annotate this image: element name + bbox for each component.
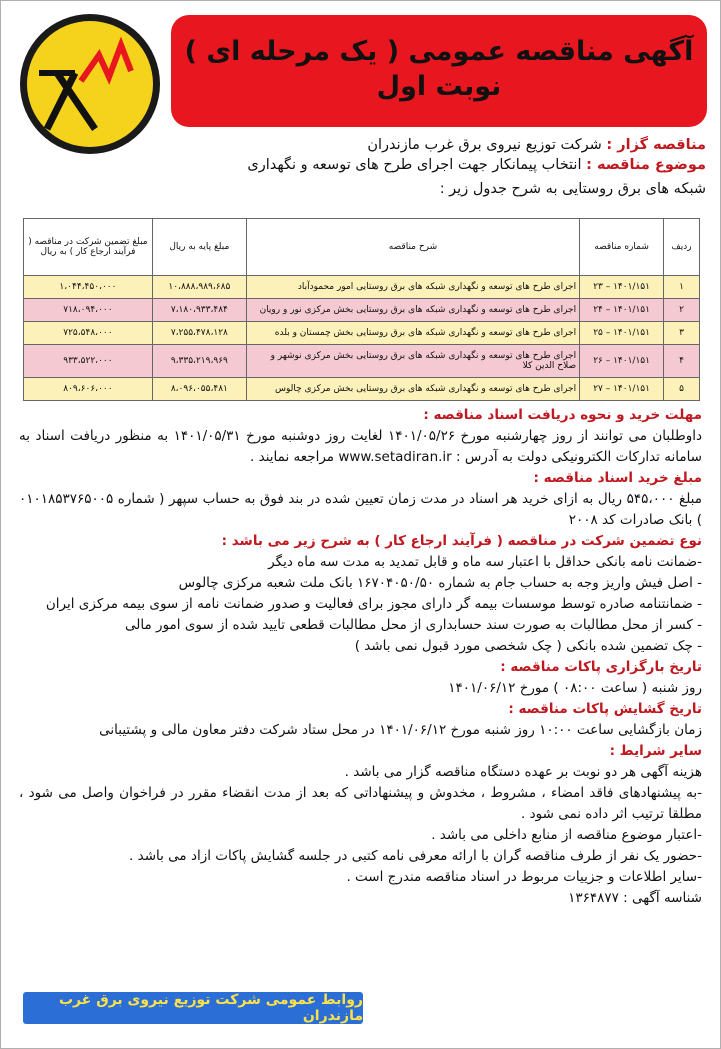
list-item: -اعتبار موضوع مناقصه از منابع داخلی می باشد . bbox=[431, 827, 702, 843]
purchase-deadline-text bbox=[19, 426, 702, 468]
public-relations-footer: روابط عمومی شرکت توزیع نیروی برق غرب مازندران bbox=[23, 992, 363, 1024]
setad-url-link[interactable]: www.setadiran.ir bbox=[338, 449, 452, 465]
cell-guarantee: ۷۲۵،۵۴۸،۰۰۰ bbox=[24, 322, 153, 345]
cell-base: ۷،۱۸۰،۹۳۳،۴۸۴ bbox=[152, 299, 246, 322]
notice-title: آگهی مناقصه عمومی ( یک مرحله ای ) bbox=[184, 36, 694, 67]
table-row bbox=[24, 345, 700, 378]
purchase-deadline-body: داوطلبان می توانند از روز چهارشنبه مورخ ۱۴۰۱/۰۵/۲۶ لغایت روز دوشنبه مورخ ۱۴۰۱/۰۵/۳۱ به منظور دریافت اسناد به سامانه تدارکات الکترونیکی دولت به آدرس : bbox=[19, 428, 702, 465]
organizer-value: شرکت توزیع نیروی برق غرب مازندران bbox=[367, 137, 602, 153]
guarantee-type-heading: نوع تضمین شرکت در مناقصه ( فرآیند ارجاع کار ) به شرح زیر می باشد : bbox=[221, 533, 702, 549]
list-item: - چک تضمین شده بانکی ( چک شخصی مورد قبول نمی باشد ) bbox=[354, 638, 702, 654]
ad-id bbox=[19, 888, 702, 909]
cell-row: ۲ bbox=[664, 299, 700, 322]
cell-desc: اجرای طرح های توسعه و نگهداری شبکه های برق روستایی امور محمودآباد bbox=[246, 276, 579, 299]
table-row bbox=[24, 378, 700, 401]
organizer-label: مناقصه گزار : bbox=[606, 137, 706, 153]
cell-number: ۱۴۰۱/۱۵۱ – ۲۷ bbox=[580, 378, 664, 401]
list-item: -سایر اطلاعات و جزییات مربوط در اسناد مناقصه مندرج است . bbox=[346, 869, 702, 885]
cell-base: ۹،۳۳۵،۲۱۹،۹۶۹ bbox=[152, 345, 246, 378]
cell-row: ۱ bbox=[664, 276, 700, 299]
cell-desc: اجرای طرح های توسعه و نگهداری شبکه های برق روستایی بخش مرکزی نور و رویان bbox=[246, 299, 579, 322]
tender-table bbox=[23, 218, 700, 401]
notice-banner bbox=[171, 15, 707, 127]
document-price-text: مبلغ ۵۴۵،۰۰۰ ریال به ازای خرید هر اسناد در مدت زمان تعیین شده در بند فوق به حساب سپهر ( شماره ۰۱۰۱۸۵۳۷۶۵۰۰۵ ) بانک صادرات کد ۲۰۰۸ bbox=[19, 491, 702, 528]
opening-date-text: زمان بازگشایی ساعت ۱۰:۰۰ روز شنبه مورخ ۱۴۰۱/۰۶/۱۲ در محل ستاد شرکت دفتر معاون مالی و پشتیبانی bbox=[99, 722, 702, 738]
document-price-heading: مبلغ خرید اسناد مناقصه : bbox=[533, 470, 702, 486]
col-number: شماره مناقصه bbox=[580, 219, 664, 276]
list-item: -به پیشنهادهای فاقد امضاء ، مشروط ، مخدوش و پیشنهاداتی که بعد از مدت انقضاء مقرر در فراخوان واصل می شود ، مطلقا ترتیب اثر داده نمی شود . bbox=[19, 785, 702, 822]
cell-number: ۱۴۰۱/۱۵۱ – ۲۵ bbox=[580, 322, 664, 345]
cell-guarantee: ۸۰۹،۶۰۶،۰۰۰ bbox=[24, 378, 153, 401]
cell-row: ۳ bbox=[664, 322, 700, 345]
notice-body bbox=[19, 405, 702, 909]
cell-row: ۴ bbox=[664, 345, 700, 378]
col-row: ردیف bbox=[664, 219, 700, 276]
cell-guarantee: ۹۳۳،۵۲۲،۰۰۰ bbox=[24, 345, 153, 378]
ad-id-value: ۱۳۶۴۸۷۷ bbox=[568, 890, 619, 906]
table-row bbox=[24, 299, 700, 322]
cell-base: ۱۰،۸۸۸،۹۸۹،۶۸۵ bbox=[152, 276, 246, 299]
list-item: هزینه آگهی هر دو نوبت بر عهده دستگاه مناقصه گزار می باشد . bbox=[344, 764, 702, 780]
opening-date-heading: تاریخ گشایش پاکات مناقصه : bbox=[508, 701, 702, 717]
ad-id-label: شناسه آگهی : bbox=[623, 890, 702, 906]
cell-number: ۱۴۰۱/۱۵۱ – ۲۶ bbox=[580, 345, 664, 378]
cell-row: ۵ bbox=[664, 378, 700, 401]
cell-base: ۸،۰۹۶،۰۵۵،۴۸۱ bbox=[152, 378, 246, 401]
upload-date-text: روز شنبه ( ساعت ۰۸:۰۰ ) مورخ ۱۴۰۱/۰۶/۱۲ bbox=[448, 680, 702, 696]
cell-base: ۷،۲۵۵،۴۷۸،۱۲۸ bbox=[152, 322, 246, 345]
cell-guarantee: ۷۱۸،۰۹۴،۰۰۰ bbox=[24, 299, 153, 322]
cell-number: ۱۴۰۱/۱۵۱ – ۲۳ bbox=[580, 276, 664, 299]
purchase-deadline-heading: مهلت خرید و نحوه دریافت اسناد مناقصه : bbox=[423, 407, 702, 423]
cell-guarantee: ۱،۰۴۴،۴۵۰،۰۰۰ bbox=[24, 276, 153, 299]
subject-label: موضوع مناقصه : bbox=[586, 157, 706, 173]
col-base: مبلغ پایه به ریال bbox=[152, 219, 246, 276]
subject-value-cont: شبکه های برق روستایی به شرح جدول زیر : bbox=[439, 181, 706, 197]
list-item: - ضمانتنامه صادره توسط موسسات بیمه گر دارای مجوز برای فعالیت و صدور ضمانت نامه از سوی بیمه مرکزی ایران bbox=[45, 596, 702, 612]
list-item: - کسر از محل مطالبات به صورت سند حسابداری از محل مطالبات قطعی تایید شده از سوی امور مالی bbox=[125, 617, 702, 633]
power-company-logo-icon bbox=[17, 11, 163, 157]
list-item: -حضور یک نفر از طرف مناقصه گران با ارائه معرفی نامه کتبی در جلسه گشایش پاکات ازاد می باشد . bbox=[129, 848, 702, 864]
cell-desc: اجرای طرح های توسعه و نگهداری شبکه های برق روستایی بخش چمستان و بلده bbox=[246, 322, 579, 345]
cell-number: ۱۴۰۱/۱۵۱ – ۲۴ bbox=[580, 299, 664, 322]
table-row bbox=[24, 276, 700, 299]
cell-desc: اجرای طرح های توسعه و نگهداری شبکه های برق روستایی بخش مرکزی چالوس bbox=[246, 378, 579, 401]
subject-value: انتخاب پیمانکار جهت اجرای طرح های توسعه و نگهداری bbox=[247, 157, 582, 173]
cell-desc: اجرای طرح های توسعه و نگهداری شبکه های برق روستایی بخش مرکزی نوشهر و صلاح الدین کلا bbox=[246, 345, 579, 378]
list-item: - اصل فیش واریز وجه به حساب جام به شماره ۱۶۷۰۴۰۵۰/۵۰ بانک ملت شعبه مرکزی چالوس bbox=[178, 575, 702, 591]
list-item: -ضمانت نامه بانکی حداقل با اعتبار سه ماه و قابل تمدید به مدت سه ماه دیگر bbox=[268, 554, 702, 570]
col-guarantee: مبلغ تضمین شرکت در مناقصه ( فرآیند ارجاع کار ) به ریال bbox=[24, 219, 153, 276]
tender-meta bbox=[206, 135, 706, 197]
notice-round: نوبت اول bbox=[376, 71, 502, 102]
other-conditions-heading: سایر شرایط : bbox=[609, 743, 702, 759]
table-header bbox=[24, 219, 700, 276]
col-desc: شرح مناقصه bbox=[246, 219, 579, 276]
table-row bbox=[24, 322, 700, 345]
upload-date-heading: تاریخ بارگزاری پاکات مناقصه : bbox=[500, 659, 702, 675]
purchase-deadline-tail: مراجعه نمایند . bbox=[250, 449, 335, 465]
